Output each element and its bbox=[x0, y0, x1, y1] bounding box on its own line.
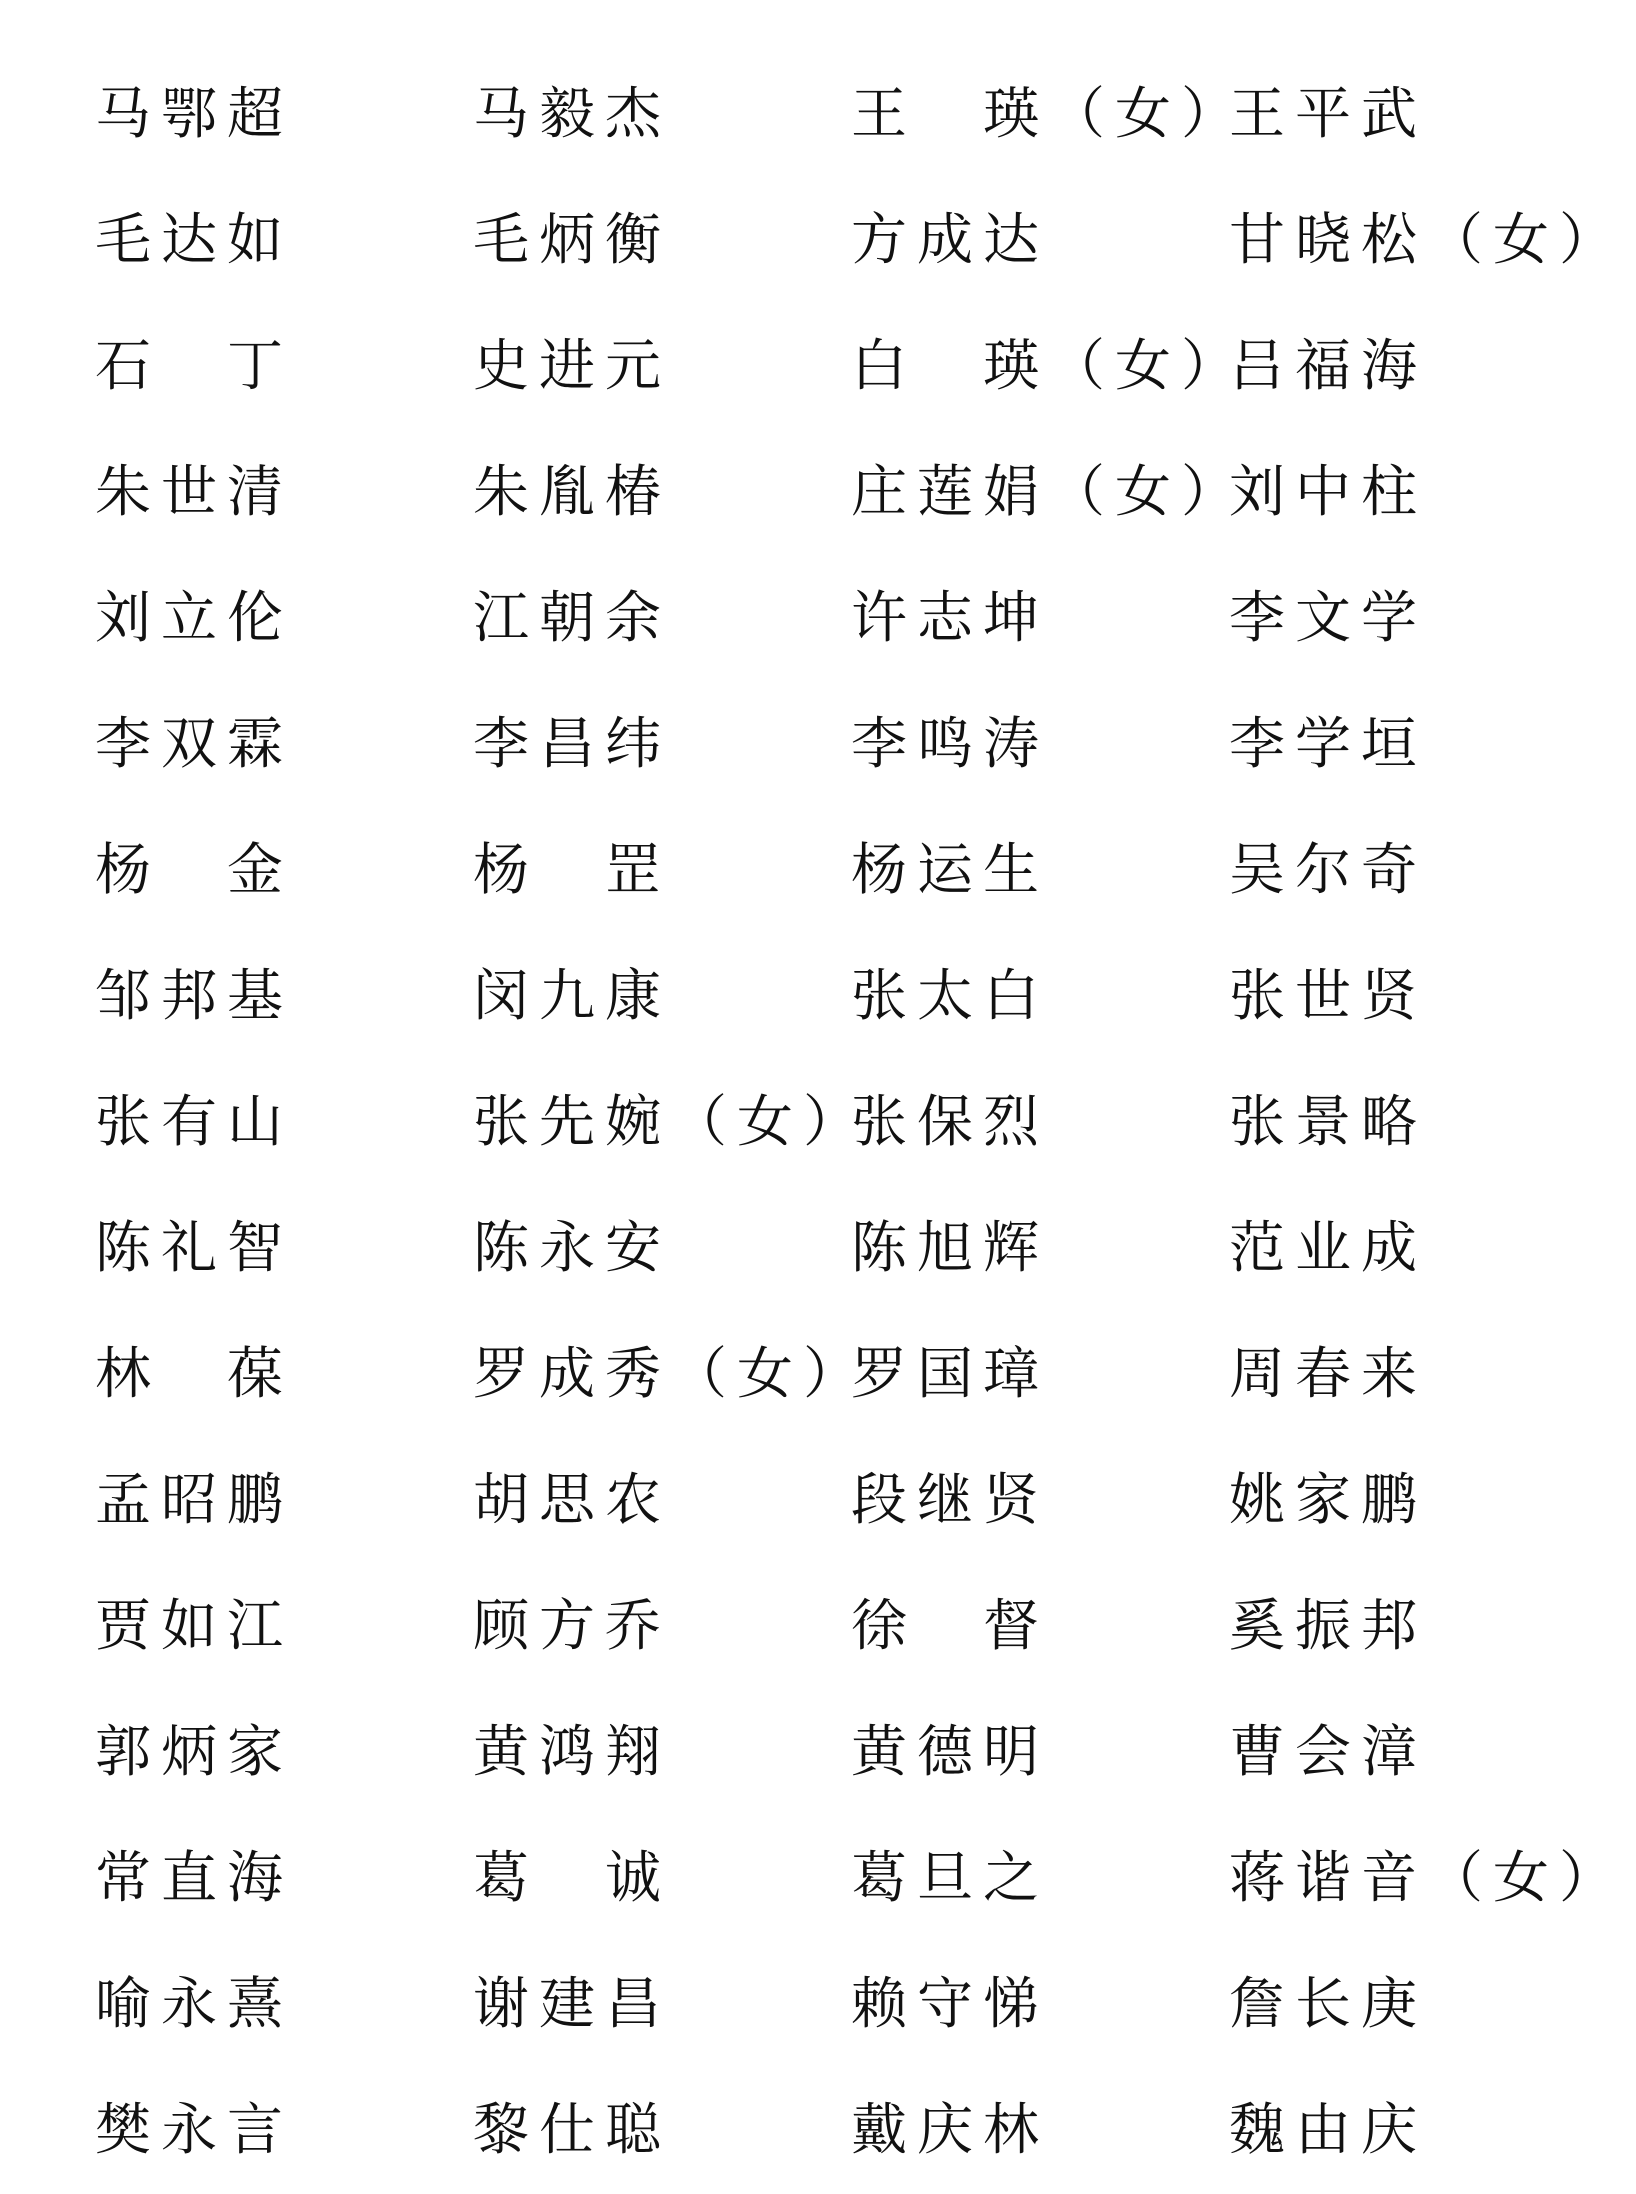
name-entry: 毛达如 bbox=[95, 208, 293, 273]
name-entry: 常直海 bbox=[95, 1846, 293, 1911]
name-entry: 闵九康 bbox=[473, 964, 671, 1029]
name-entry: 赖守悌 bbox=[851, 1972, 1049, 2037]
name-row bbox=[95, 934, 1615, 1060]
name-row bbox=[95, 808, 1615, 934]
name-entry: 葛 诚 bbox=[473, 1846, 671, 1911]
name-row bbox=[95, 52, 1615, 178]
name-entry: 林 葆 bbox=[95, 1342, 293, 1407]
name-entry: 方成达 bbox=[851, 208, 1049, 273]
name-entry: 江朝余 bbox=[473, 586, 671, 651]
name-entry: 曹会漳 bbox=[1229, 1720, 1427, 1785]
name-entry: 马毅杰 bbox=[473, 82, 671, 147]
name-entry: 邹邦基 bbox=[95, 964, 293, 1029]
name-row bbox=[95, 1060, 1615, 1186]
name-entry: 朱胤椿 bbox=[473, 460, 671, 525]
name-row bbox=[95, 1816, 1625, 1942]
name-entry: 顾方乔 bbox=[473, 1594, 671, 1659]
name-list bbox=[95, 52, 1625, 2194]
name-entry: 蒋谐音（女） bbox=[1229, 1846, 1625, 1911]
name-row bbox=[95, 1312, 1615, 1438]
name-row bbox=[95, 1438, 1615, 1564]
name-entry: 吴尔奇 bbox=[1229, 838, 1427, 903]
name-row bbox=[95, 178, 1625, 304]
name-entry: 张先婉（女） bbox=[473, 1090, 869, 1155]
name-entry: 白 瑛（女） bbox=[851, 334, 1247, 399]
name-entry: 葛旦之 bbox=[851, 1846, 1049, 1911]
name-entry: 贾如江 bbox=[95, 1594, 293, 1659]
name-entry: 甘晓松（女） bbox=[1229, 208, 1625, 273]
name-entry: 王 瑛（女） bbox=[851, 82, 1247, 147]
name-entry: 胡思农 bbox=[473, 1468, 671, 1533]
name-entry: 黎仕聪 bbox=[473, 2098, 671, 2163]
name-entry: 杨 罡 bbox=[473, 838, 671, 903]
name-entry: 杨 金 bbox=[95, 838, 293, 903]
name-entry: 李学垣 bbox=[1229, 712, 1427, 777]
name-entry: 范业成 bbox=[1229, 1216, 1427, 1281]
name-entry: 朱世清 bbox=[95, 460, 293, 525]
name-entry: 张有山 bbox=[95, 1090, 293, 1155]
name-row bbox=[95, 1186, 1615, 1312]
name-row bbox=[95, 1942, 1615, 2068]
name-entry: 马鄂超 bbox=[95, 82, 293, 147]
name-entry: 陈永安 bbox=[473, 1216, 671, 1281]
name-entry: 庄莲娟（女） bbox=[851, 460, 1247, 525]
name-entry: 张景略 bbox=[1229, 1090, 1427, 1155]
name-entry: 姚家鹏 bbox=[1229, 1468, 1427, 1533]
name-entry: 陈礼智 bbox=[95, 1216, 293, 1281]
name-entry: 许志坤 bbox=[851, 586, 1049, 651]
name-entry: 李文学 bbox=[1229, 586, 1427, 651]
name-entry: 孟昭鹏 bbox=[95, 1468, 293, 1533]
name-entry: 张保烈 bbox=[851, 1090, 1049, 1155]
name-entry: 魏由庆 bbox=[1229, 2098, 1427, 2163]
name-entry: 黄鸿翔 bbox=[473, 1720, 671, 1785]
name-entry: 王平武 bbox=[1229, 82, 1427, 147]
name-row bbox=[95, 2068, 1615, 2194]
name-row bbox=[95, 556, 1615, 682]
name-entry: 刘中柱 bbox=[1229, 460, 1427, 525]
name-row bbox=[95, 304, 1615, 430]
name-entry: 陈旭辉 bbox=[851, 1216, 1049, 1281]
name-entry: 罗成秀（女） bbox=[473, 1342, 869, 1407]
name-entry: 奚振邦 bbox=[1229, 1594, 1427, 1659]
name-entry: 周春来 bbox=[1229, 1342, 1427, 1407]
name-entry: 詹长庚 bbox=[1229, 1972, 1427, 2037]
name-row bbox=[95, 682, 1615, 808]
name-entry: 张世贤 bbox=[1229, 964, 1427, 1029]
name-entry: 李鸣涛 bbox=[851, 712, 1049, 777]
name-entry: 徐 督 bbox=[851, 1594, 1049, 1659]
name-entry: 李双霖 bbox=[95, 712, 293, 777]
name-entry: 石 丁 bbox=[95, 334, 293, 399]
name-row bbox=[95, 430, 1615, 556]
name-entry: 樊永言 bbox=[95, 2098, 293, 2163]
name-entry: 段继贤 bbox=[851, 1468, 1049, 1533]
name-entry: 戴庆林 bbox=[851, 2098, 1049, 2163]
name-row bbox=[95, 1690, 1615, 1816]
name-entry: 罗国璋 bbox=[851, 1342, 1049, 1407]
name-entry: 史进元 bbox=[473, 334, 671, 399]
name-entry: 喻永熹 bbox=[95, 1972, 293, 2037]
name-entry: 郭炳家 bbox=[95, 1720, 293, 1785]
name-entry: 刘立伦 bbox=[95, 586, 293, 651]
name-entry: 毛炳衡 bbox=[473, 208, 671, 273]
name-entry: 吕福海 bbox=[1229, 334, 1427, 399]
name-row bbox=[95, 1564, 1615, 1690]
name-entry: 杨运生 bbox=[851, 838, 1049, 903]
name-entry: 李昌纬 bbox=[473, 712, 671, 777]
name-entry: 谢建昌 bbox=[473, 1972, 671, 2037]
name-entry: 张太白 bbox=[851, 964, 1049, 1029]
name-entry: 黄德明 bbox=[851, 1720, 1049, 1785]
